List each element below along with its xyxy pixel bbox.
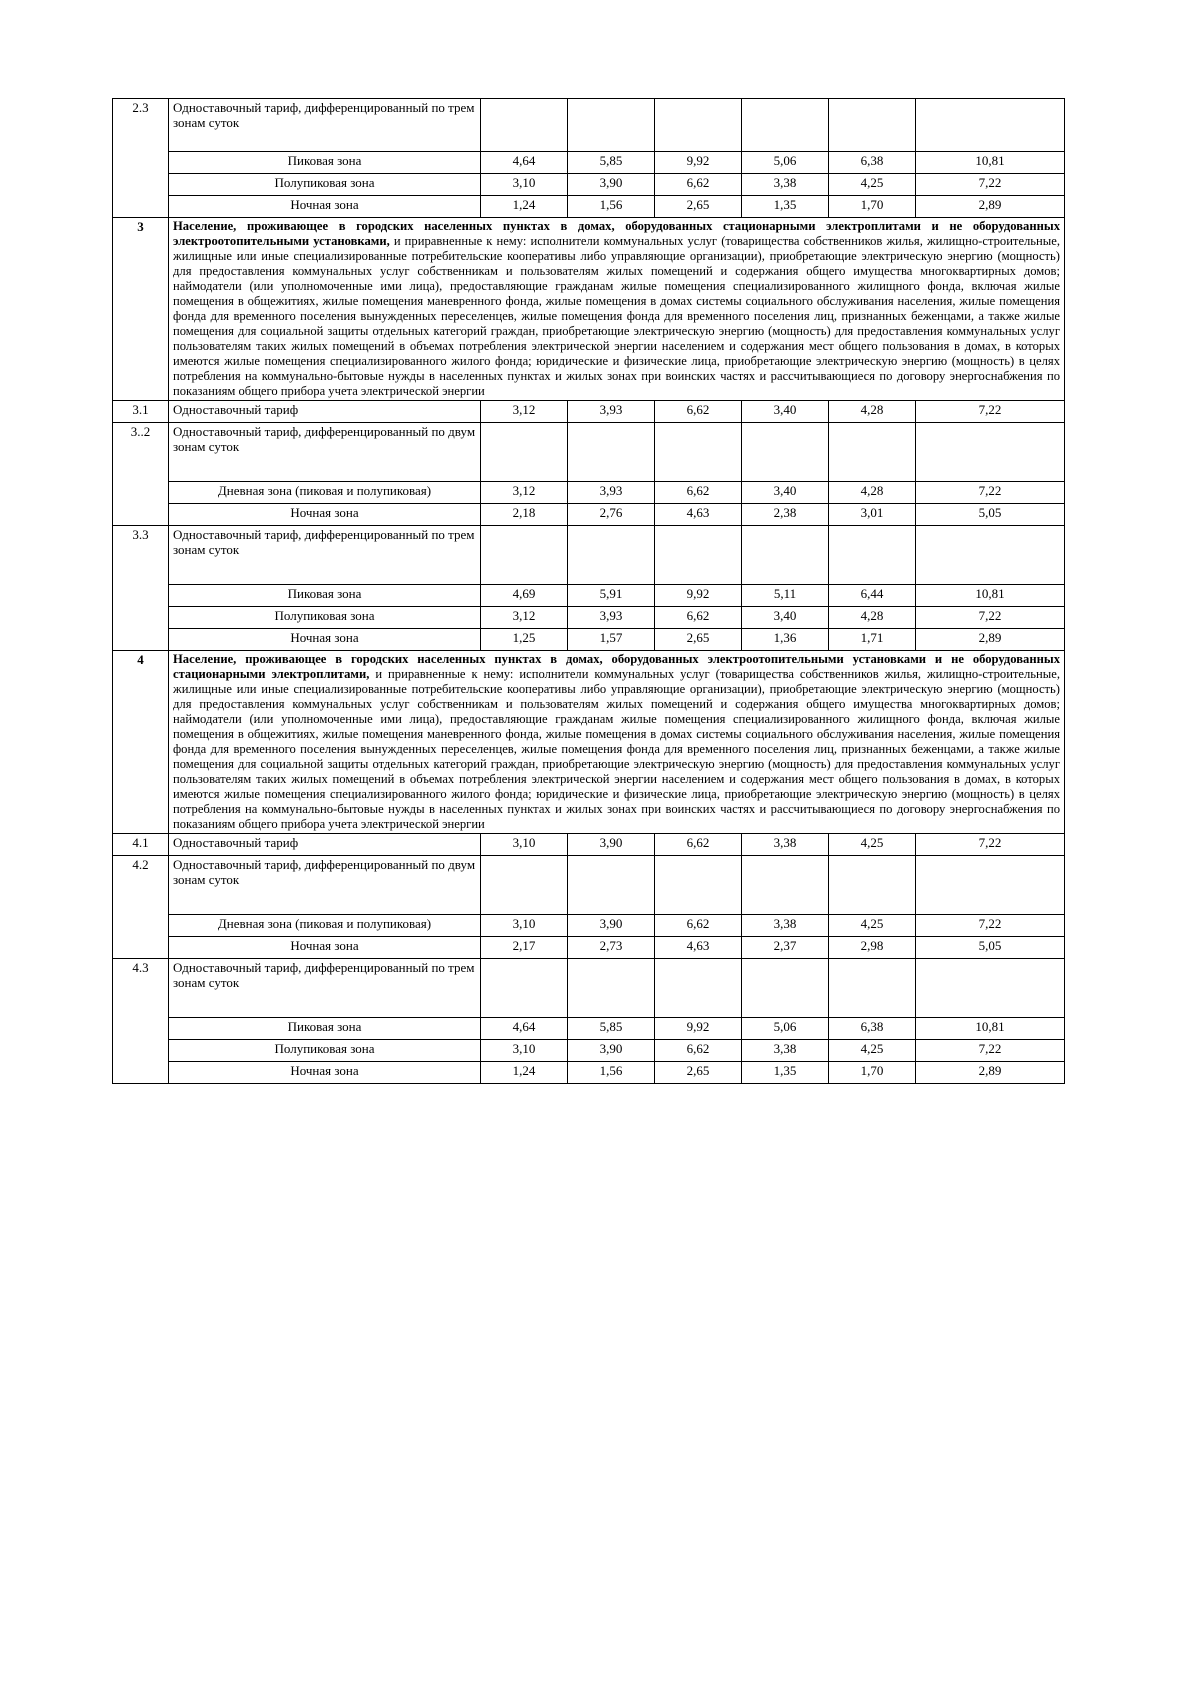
tariff-value: 2,76 <box>568 504 655 526</box>
table-row <box>113 526 1065 585</box>
table-row <box>113 1040 1065 1062</box>
tariff-value: 3,38 <box>742 1040 829 1062</box>
tariff-value: 7,22 <box>916 1040 1065 1062</box>
tariff-value: 4,69 <box>481 585 568 607</box>
tariff-value: 1,24 <box>481 196 568 218</box>
tariff-value: 2,98 <box>829 937 916 959</box>
tariff-value: 3,10 <box>481 915 568 937</box>
zone-label: Ночная зона <box>169 1062 481 1084</box>
tariff-value: 10,81 <box>916 585 1065 607</box>
row-number: 3.1 <box>113 401 169 423</box>
zone-label: Полупиковая зона <box>169 1040 481 1062</box>
tariff-value: 3,90 <box>568 174 655 196</box>
zone-label: Ночная зона <box>169 629 481 651</box>
tariff-value: 2,17 <box>481 937 568 959</box>
table-row <box>113 629 1065 651</box>
tariff-value: 7,22 <box>916 607 1065 629</box>
zone-label: Пиковая зона <box>169 152 481 174</box>
tariff-value: 1,70 <box>829 1062 916 1084</box>
tariff-value: 5,11 <box>742 585 829 607</box>
tariff-value: 6,38 <box>829 152 916 174</box>
tariff-value: 3,10 <box>481 174 568 196</box>
tariff-value: 3,40 <box>742 482 829 504</box>
tariff-value: 3,10 <box>481 834 568 856</box>
tariff-value: 4,64 <box>481 1018 568 1040</box>
tariff-value: 1,70 <box>829 196 916 218</box>
tariff-value: 5,85 <box>568 1018 655 1040</box>
group-number: 3 <box>113 218 169 401</box>
tariff-value: 6,62 <box>655 834 742 856</box>
row-number: 3.3 <box>113 526 169 651</box>
zone-label: Пиковая зона <box>169 1018 481 1040</box>
tariff-value: 5,91 <box>568 585 655 607</box>
tariff-value: 6,62 <box>655 401 742 423</box>
tariff-value: 3,01 <box>829 504 916 526</box>
tariff-value: 2,18 <box>481 504 568 526</box>
table-row <box>113 152 1065 174</box>
tariff-value: 6,62 <box>655 482 742 504</box>
tariff-value: 3,90 <box>568 1040 655 1062</box>
table-row <box>113 585 1065 607</box>
table-row <box>113 218 1065 401</box>
tariff-value: 3,90 <box>568 834 655 856</box>
table-row <box>113 856 1065 915</box>
table-row <box>113 607 1065 629</box>
tariff-value: 3,40 <box>742 401 829 423</box>
group-number: 4 <box>113 651 169 834</box>
row-number: 4.3 <box>113 959 169 1084</box>
tariff-value: 7,22 <box>916 401 1065 423</box>
row-title: Одноставочный тариф, дифференцированный по трем зонам суток <box>169 526 481 585</box>
tariff-value: 3,38 <box>742 834 829 856</box>
tariff-value: 3,12 <box>481 401 568 423</box>
table-row <box>113 834 1065 856</box>
tariff-value: 2,65 <box>655 629 742 651</box>
tariff-value: 6,62 <box>655 915 742 937</box>
tariff-value: 4,63 <box>655 504 742 526</box>
tariff-value: 1,25 <box>481 629 568 651</box>
tariff-value: 2,89 <box>916 1062 1065 1084</box>
group-text: и приравненные к нему: исполнители коммунальных услуг (товарищества собственников жилья, жилищно-строительные, жилищные или иные специализированные потребительские кооперативы либо управляющие организации), приобретающие электрическую энергию (мощность) для предоставления коммунальных услуг собственникам и пользователям жилых помещений и содержания общего имущества многоквартирных домов; наймодатели (или уполномоченные ими лица), предоставляющие гражданам жилые помещения специализированного жилищного фонда, включая жилые помещения в общежитиях, жилые помещения маневренного фонда, жилые помещения в домах системы социального обслуживания населения, жилые помещения фонда для временного поселения вынужденных переселенцев, жилые помещения фонда для временного поселения лиц, признанных беженцами, а также жилые помещения для социальной защиты отдельных категорий граждан, приобретающие электрическую энергию (мощность) для предоставления коммунальных услуг пользователям таких жилых помещений в объемах потребления электрической энергии населением и содержания мест общего пользования в домах, в которых имеются жилые помещения специализированного жилого фонда; юридические и физические лица, приобретающие электрическую энергию (мощность) в целях потребления на коммунально-бытовые нужды в населенных пунктах и жилых зонах при воинских частях и рассчитывающиеся по договору энергоснабжения по показаниям общего прибора учета электрической энергии <box>173 234 1060 398</box>
table-row <box>113 482 1065 504</box>
table-row <box>113 99 1065 152</box>
group-text: и приравненные к нему: исполнители коммунальных услуг (товарищества собственников жилья, жилищно-строительные, жилищные или иные специализированные потребительские кооперативы либо управляющие организации), приобретающие электрическую энергию (мощность) для предоставления коммунальных услуг собственникам и пользователям жилых помещений и содержания общего имущества многоквартирных домов; наймодатели (или уполномоченные ими лица), предоставляющие гражданам жилые помещения специализированного жилищного фонда, включая жилые помещения в общежитиях, жилые помещения маневренного фонда, жилые помещения в домах системы социального обслуживания населения, жилые помещения фонда для временного поселения вынужденных переселенцев, жилые помещения фонда для временного поселения лиц, признанных беженцами, а также жилые помещения для социальной защиты отдельных категорий граждан, приобретающие электрическую энергию (мощность) для предоставления коммунальных услуг пользователям таких жилых помещений в объемах потребления электрической энергии населением и содержания мест общего пользования в домах, в которых имеются жилые помещения специализированного жилого фонда; юридические и физические лица, приобретающие электрическую энергию (мощность) в целях потребления на коммунально-бытовые нужды в населенных пунктах и жилых зонах при воинских частях и рассчитывающиеся по договору энергоснабжения по показаниям общего прибора учета электрической энергии <box>173 667 1060 831</box>
tariff-value: 3,12 <box>481 482 568 504</box>
tariff-value: 5,05 <box>916 504 1065 526</box>
tariff-value: 4,63 <box>655 937 742 959</box>
tariff-table <box>112 98 1065 1084</box>
row-number: 4.2 <box>113 856 169 959</box>
tariff-value: 6,62 <box>655 607 742 629</box>
table-row <box>113 174 1065 196</box>
zone-label: Дневная зона (пиковая и полупиковая) <box>169 915 481 937</box>
table-row <box>113 401 1065 423</box>
tariff-value: 5,05 <box>916 937 1065 959</box>
tariff-value: 7,22 <box>916 482 1065 504</box>
tariff-value: 2,65 <box>655 1062 742 1084</box>
tariff-value: 1,36 <box>742 629 829 651</box>
tariff-value: 2,65 <box>655 196 742 218</box>
table-row <box>113 504 1065 526</box>
tariff-value: 4,25 <box>829 915 916 937</box>
tariff-value: 3,93 <box>568 607 655 629</box>
tariff-value: 6,62 <box>655 1040 742 1062</box>
row-title: Одноставочный тариф <box>169 834 481 856</box>
tariff-value: 2,89 <box>916 196 1065 218</box>
tariff-value: 6,62 <box>655 174 742 196</box>
tariff-value: 9,92 <box>655 585 742 607</box>
row-number: 2.3 <box>113 99 169 218</box>
tariff-value: 3,12 <box>481 607 568 629</box>
tariff-value: 2,37 <box>742 937 829 959</box>
tariff-value: 7,22 <box>916 834 1065 856</box>
zone-label: Ночная зона <box>169 196 481 218</box>
table-row <box>113 937 1065 959</box>
tariff-value: 4,25 <box>829 174 916 196</box>
tariff-value: 3,90 <box>568 915 655 937</box>
tariff-value: 9,92 <box>655 1018 742 1040</box>
table-row <box>113 423 1065 482</box>
row-number: 4.1 <box>113 834 169 856</box>
row-title: Одноставочный тариф, дифференцированный по двум зонам суток <box>169 423 481 482</box>
tariff-value: 4,28 <box>829 401 916 423</box>
tariff-value: 7,22 <box>916 174 1065 196</box>
tariff-value: 4,25 <box>829 1040 916 1062</box>
tariff-value: 6,38 <box>829 1018 916 1040</box>
tariff-value: 7,22 <box>916 915 1065 937</box>
tariff-value: 1,56 <box>568 1062 655 1084</box>
tariff-value: 4,64 <box>481 152 568 174</box>
row-title: Одноставочный тариф, дифференцированный по трем зонам суток <box>169 99 481 152</box>
table-row <box>113 915 1065 937</box>
tariff-value: 2,73 <box>568 937 655 959</box>
tariff-value: 4,28 <box>829 607 916 629</box>
group-title: Население, проживающее в городских населенных пунктах в домах, оборудованных стационарными электроплитами и не оборудованных электроотопительными установками, <box>173 219 1060 248</box>
tariff-value: 10,81 <box>916 1018 1065 1040</box>
tariff-value: 3,38 <box>742 174 829 196</box>
tariff-value: 1,71 <box>829 629 916 651</box>
tariff-value: 3,93 <box>568 482 655 504</box>
tariff-value: 2,89 <box>916 629 1065 651</box>
table-row <box>113 1018 1065 1040</box>
tariff-value: 9,92 <box>655 152 742 174</box>
tariff-value: 5,06 <box>742 1018 829 1040</box>
zone-label: Ночная зона <box>169 937 481 959</box>
tariff-value: 3,10 <box>481 1040 568 1062</box>
zone-label: Ночная зона <box>169 504 481 526</box>
tariff-value: 4,28 <box>829 482 916 504</box>
tariff-value: 3,93 <box>568 401 655 423</box>
table-row <box>113 959 1065 1018</box>
tariff-value: 1,56 <box>568 196 655 218</box>
tariff-value: 6,44 <box>829 585 916 607</box>
table-row <box>113 651 1065 834</box>
tariff-value: 3,40 <box>742 607 829 629</box>
zone-label: Дневная зона (пиковая и полупиковая) <box>169 482 481 504</box>
row-number: 3..2 <box>113 423 169 526</box>
tariff-value: 5,85 <box>568 152 655 174</box>
row-title: Одноставочный тариф, дифференцированный по трем зонам суток <box>169 959 481 1018</box>
zone-label: Полупиковая зона <box>169 174 481 196</box>
table-row <box>113 196 1065 218</box>
group-description <box>169 651 1065 834</box>
tariff-value: 4,25 <box>829 834 916 856</box>
tariff-value: 2,38 <box>742 504 829 526</box>
row-title: Одноставочный тариф, дифференцированный по двум зонам суток <box>169 856 481 915</box>
tariff-value: 1,57 <box>568 629 655 651</box>
tariff-value: 10,81 <box>916 152 1065 174</box>
tariff-value: 1,35 <box>742 1062 829 1084</box>
tariff-value: 5,06 <box>742 152 829 174</box>
group-description <box>169 218 1065 401</box>
zone-label: Пиковая зона <box>169 585 481 607</box>
tariff-value: 1,24 <box>481 1062 568 1084</box>
group-title: Население, проживающее в городских населенных пунктах в домах, оборудованных электроотопительными установками и не оборудованных стационарными электроплитами, <box>173 652 1060 681</box>
tariff-value: 3,38 <box>742 915 829 937</box>
tariff-value: 1,35 <box>742 196 829 218</box>
zone-label: Полупиковая зона <box>169 607 481 629</box>
table-row <box>113 1062 1065 1084</box>
row-title: Одноставочный тариф <box>169 401 481 423</box>
